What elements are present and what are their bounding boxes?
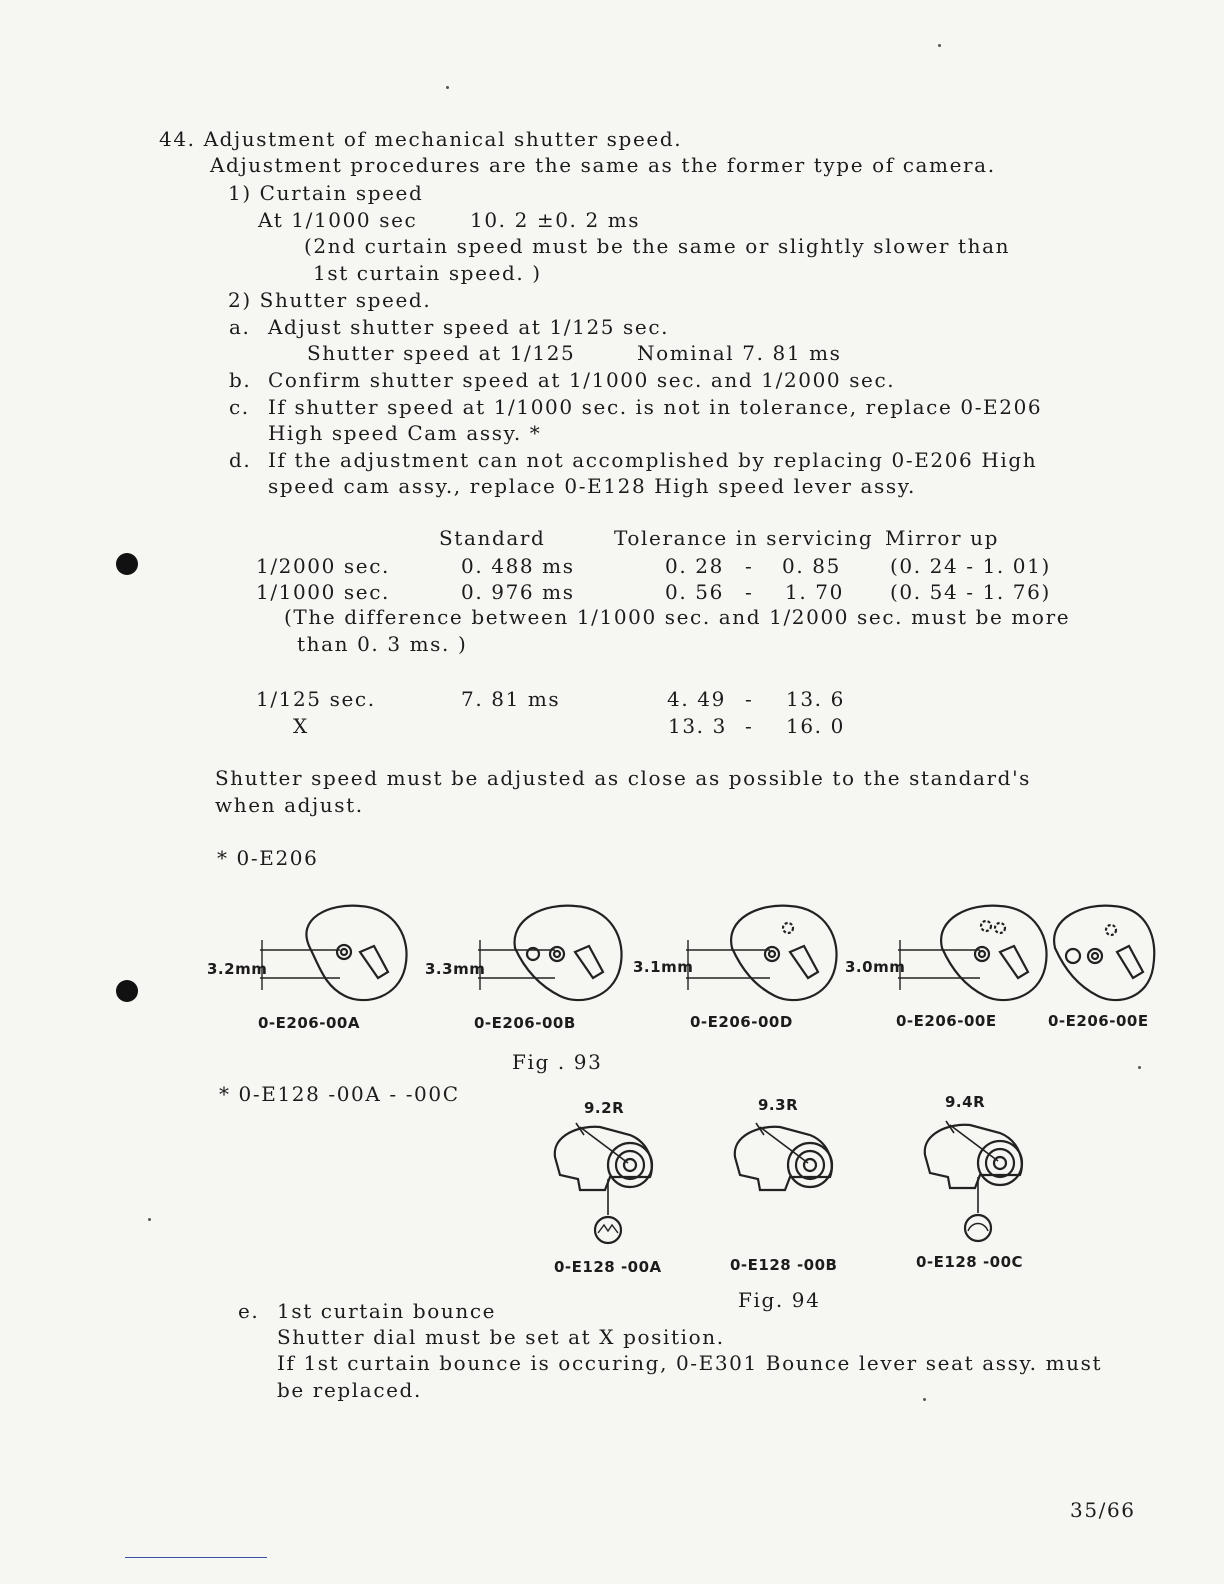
row-speed: X <box>293 714 309 738</box>
fig93-dim-d: 3.1mm <box>633 958 694 976</box>
adjust-note-2: when adjust. <box>215 793 364 817</box>
table-header-standard: Standard <box>439 526 546 550</box>
fig94-ref: * 0-E128 -00A - -00C <box>219 1082 460 1106</box>
step-c-label: c. <box>229 395 250 419</box>
fig93-part-e: 0-E206-00E <box>896 1012 997 1030</box>
table-note-1: (The difference between 1/1000 sec. and 1/2000 sec. must be more <box>284 605 1071 629</box>
fig93-ref: * 0-E206 <box>217 846 319 870</box>
row-mirror: (0. 54 - 1. 76) <box>890 580 1051 604</box>
fig93-part-b: 0-E206-00B <box>474 1014 576 1032</box>
lever-drawing <box>555 1123 652 1243</box>
row-tol-low: 13. 3 <box>668 714 727 738</box>
fig93-caption: Fig . 93 <box>512 1050 603 1074</box>
row-speed: 1/2000 sec. <box>256 554 390 578</box>
fig93-dim-a: 3.2mm <box>207 960 268 978</box>
fig93-dim-b: 3.3mm <box>425 960 486 978</box>
step-d-label: d. <box>229 448 252 472</box>
step-a-label: a. <box>229 315 251 339</box>
step-e-line-1: Shutter dial must be set at X position. <box>277 1325 725 1349</box>
shutter-item: 2) Shutter speed. <box>228 288 432 312</box>
fig94-part-b: 0-E128 -00B <box>730 1256 838 1274</box>
row-standard: 0. 976 ms <box>461 580 575 604</box>
row-dash: - <box>745 714 754 738</box>
step-a-nominal: Nominal 7. 81 ms <box>637 341 842 365</box>
lever-drawing <box>735 1123 832 1190</box>
row-tol-high: 13. 6 <box>786 687 845 711</box>
fig93-part-e2: 0-E206-00E <box>1048 1012 1149 1030</box>
step-e-label: e. <box>238 1299 260 1323</box>
step-b-label: b. <box>229 368 252 392</box>
fig94-radius-c: 9.4R <box>945 1093 986 1111</box>
row-tol-low: 0. 56 <box>665 580 724 604</box>
fig94-radius-b: 9.3R <box>758 1096 799 1114</box>
table-header-mirror: Mirror up <box>885 526 1000 550</box>
row-mirror: (0. 24 - 1. 01) <box>890 554 1051 578</box>
page-number: 35/66 <box>1070 1498 1136 1522</box>
row-dash: - <box>745 687 754 711</box>
fig94-radius-a: 9.2R <box>584 1099 625 1117</box>
fig94-caption: Fig. 94 <box>738 1288 821 1312</box>
row-tol-low: 4. 49 <box>667 687 726 711</box>
table-note-2: than 0. 3 ms. ) <box>297 632 468 656</box>
curtain-note-1: (2nd curtain speed must be the same or slightly slower than <box>304 234 1011 258</box>
section-intro: Adjustment procedures are the same as the former type of camera. <box>210 153 996 177</box>
row-tol-high: 1. 70 <box>785 580 844 604</box>
step-e-line-3: be replaced. <box>277 1378 422 1402</box>
curtain-value: 10. 2 ±0. 2 ms <box>470 208 641 232</box>
row-dash: - <box>745 580 754 604</box>
step-a-text: Adjust shutter speed at 1/125 sec. <box>268 315 670 339</box>
fig93-part-a: 0-E206-00A <box>258 1014 360 1032</box>
row-tol-high: 0. 85 <box>782 554 841 578</box>
fig94-part-c: 0-E128 -00C <box>916 1253 1024 1271</box>
curtain-item: 1) Curtain speed <box>228 181 424 205</box>
step-e-title: 1st curtain bounce <box>277 1299 497 1323</box>
step-d-text-2: speed cam assy., replace 0-E128 High speed lever assy. <box>268 474 916 498</box>
row-tol-high: 16. 0 <box>786 714 845 738</box>
curtain-note-2: 1st curtain speed. ) <box>313 261 542 285</box>
row-dash: - <box>745 554 754 578</box>
row-tol-low: 0. 28 <box>665 554 724 578</box>
table-header-tolerance: Tolerance in servicing <box>614 526 874 550</box>
step-a-sub: Shutter speed at 1/125 <box>307 341 576 365</box>
row-standard: 7. 81 ms <box>461 687 561 711</box>
fig93-part-d: 0-E206-00D <box>690 1013 793 1031</box>
row-standard: 0. 488 ms <box>461 554 575 578</box>
step-b-text: Confirm shutter speed at 1/1000 sec. and 1/2000 sec. <box>268 368 896 392</box>
step-c-text-2: High speed Cam assy. * <box>268 421 542 445</box>
section-heading: 44. Adjustment of mechanical shutter speed. <box>159 127 683 151</box>
adjust-note-1: Shutter speed must be adjusted as close as possible to the standard's <box>215 766 1032 790</box>
fig93-dim-e: 3.0mm <box>845 958 906 976</box>
step-d-text-1: If the adjustment can not accomplished by replacing 0-E206 High <box>268 448 1038 472</box>
curtain-at: At 1/1000 sec <box>258 208 418 232</box>
lever-drawing <box>925 1121 1022 1241</box>
step-e-line-2: If 1st curtain bounce is occuring, 0-E301 Bounce lever seat assy. must <box>277 1351 1103 1375</box>
row-speed: 1/1000 sec. <box>256 580 390 604</box>
row-speed: 1/125 sec. <box>256 687 376 711</box>
step-c-text-1: If shutter speed at 1/1000 sec. is not in tolerance, replace 0-E206 <box>268 395 1043 419</box>
fig94-part-a: 0-E128 -00A <box>554 1258 662 1276</box>
